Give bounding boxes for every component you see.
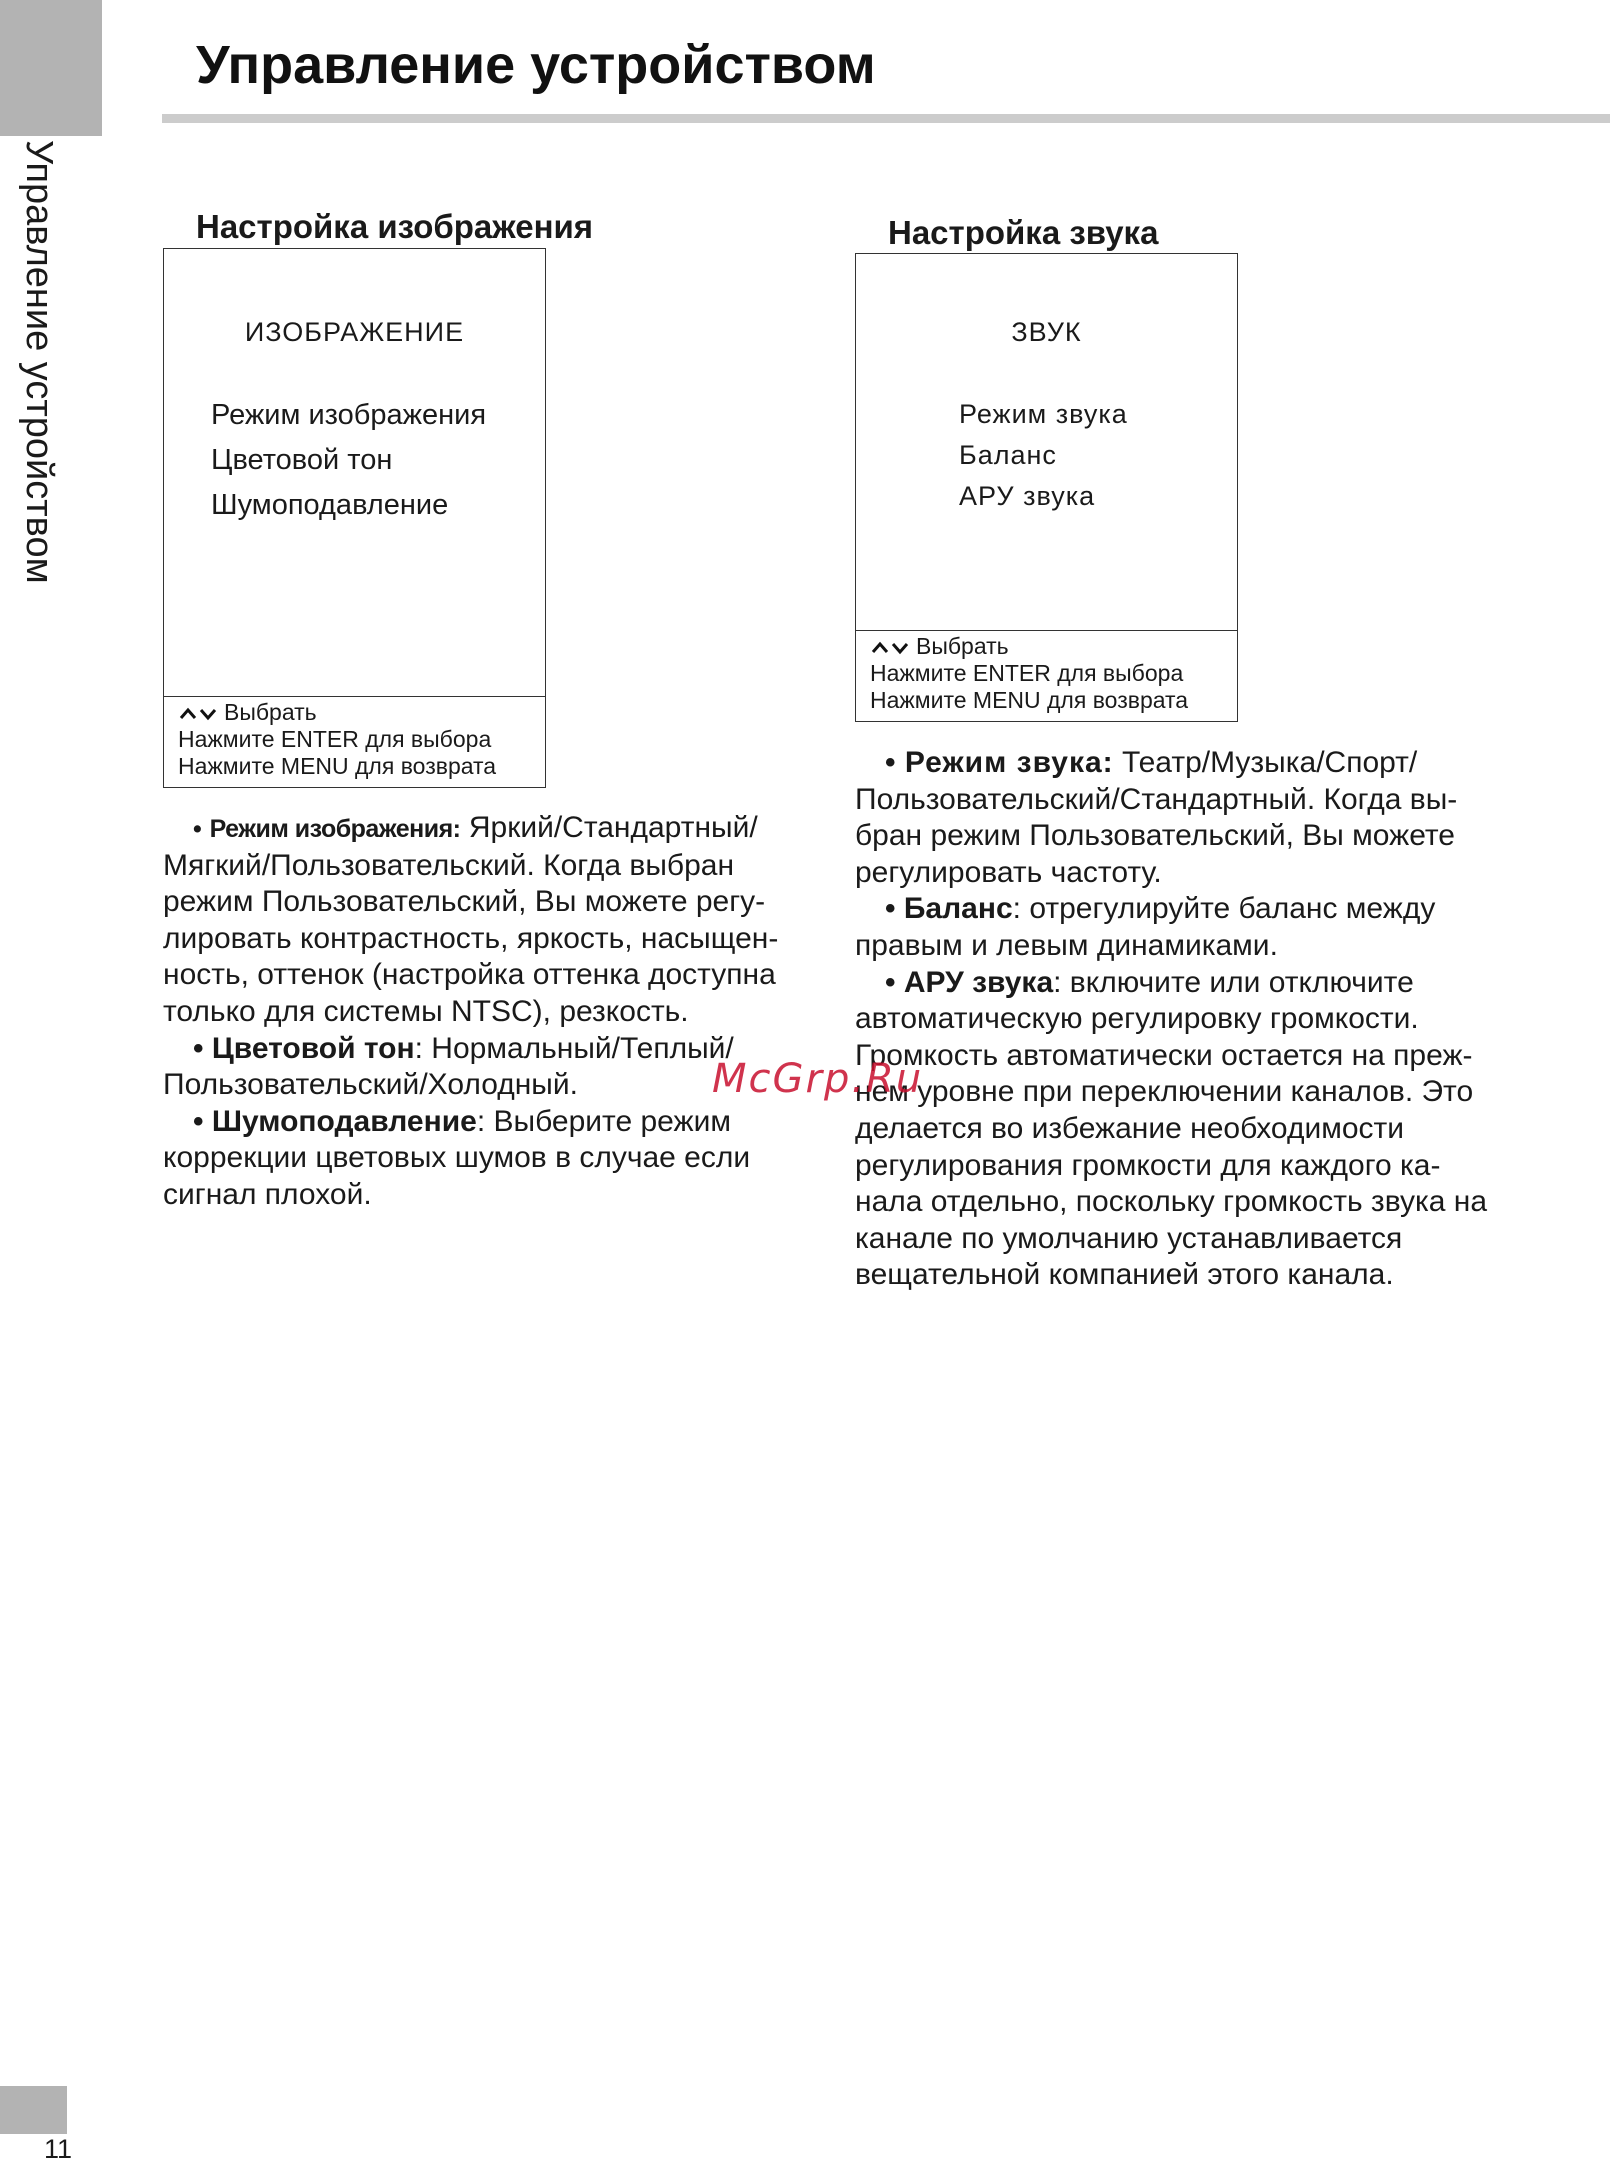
term-sound-mode: Режим звука: <box>904 746 1114 779</box>
bullet: • <box>193 815 202 843</box>
picture-menu-screen <box>163 248 546 788</box>
sound-menu-screen <box>855 253 1238 722</box>
up-down-arrows-icon <box>178 705 218 723</box>
term-balance: Баланс <box>903 892 1013 926</box>
menu-item-avc[interactable]: АРУ звука <box>959 481 1096 511</box>
menu-item-sound-mode[interactable]: Режим звука <box>959 399 1128 429</box>
noise-reduction-text: : Выберите режим коррекции цветовых шумов в случае если сигнал плохой. <box>163 1104 751 1211</box>
term-color-tone: Цветовой тон <box>211 1031 415 1065</box>
avc-paragraph <box>855 965 1505 1294</box>
picture-mode-text: Яркий/Стандартный/ Мягкий/Пользовательский. Когда выбран режим Пользовательский, Вы можете регу- лировать контрастность, яркость, насыщен- ность, оттенок (настройка оттенка доступна только для системы NTSC), резкость. <box>163 811 779 1028</box>
menu-back-hint: Нажмите MENU для возврата <box>870 687 1189 713</box>
term-picture-mode: Режим изображения: <box>209 815 461 843</box>
avc-text: : включите или отключите автоматическую регулировку громкости. Громкость автоматически остается на преж- нем уровне при переключении каналов. Это делается во избежание необходимости регулирования громкости для каждого ка- нала отдельно, поскольку громкость звука на канале по умолчанию устанавливается вещательной компанией этого канала. <box>855 965 1488 1292</box>
term-noise-reduction: Шумоподавление <box>211 1104 477 1138</box>
balance-text: : отрегулируйте баланс между правым и левым динамиками. <box>855 892 1436 962</box>
sound-mode-text: Театр/Музыка/Спорт/ Пользовательский/Стандартный. Когда вы- бран режим Пользовательский, Вы можете регулировать частоту. <box>855 746 1458 889</box>
noise-reduction-paragraph <box>163 1104 813 1214</box>
sound-menu-title: ЗВУК <box>1011 317 1082 347</box>
page-number-tab <box>0 2086 67 2134</box>
enter-hint: Нажмите ENTER для выбора <box>178 726 492 752</box>
up-down-arrows-icon <box>870 639 910 657</box>
side-tab-title: Управление устройством <box>18 140 60 584</box>
picture-settings-heading: Настройка изображения <box>196 208 594 245</box>
picture-menu-list <box>211 393 486 528</box>
page-number: 11 <box>44 2134 73 2164</box>
select-hint-label: Выбрать <box>916 633 1009 659</box>
bullet: • <box>885 746 897 779</box>
watermark: McGrp.Ru <box>712 1056 924 1102</box>
sound-settings-heading: Настройка звука <box>888 214 1159 251</box>
menu-item-noise-reduction[interactable]: Шумоподавление <box>211 489 449 521</box>
term-avc: АРУ звука <box>903 965 1054 999</box>
bullet: • <box>885 892 896 926</box>
sound-menu-hints <box>856 630 1237 721</box>
bullet: • <box>193 1031 204 1065</box>
select-hint <box>178 699 545 726</box>
menu-item-balance[interactable]: Баланс <box>959 440 1057 470</box>
bullet: • <box>885 965 896 999</box>
title-divider <box>162 114 1610 123</box>
balance-paragraph <box>855 891 1505 964</box>
picture-settings-description <box>163 810 813 1214</box>
select-hint <box>870 633 1237 660</box>
menu-back-hint: Нажмите MENU для возврата <box>178 753 497 779</box>
page-title: Управление устройством <box>196 35 876 95</box>
sound-mode-paragraph <box>855 745 1505 891</box>
side-tab-marker <box>0 0 102 136</box>
picture-menu-hints <box>164 696 545 787</box>
picture-mode-paragraph <box>163 810 813 1031</box>
sound-menu-list <box>959 394 1128 517</box>
bullet: • <box>193 1104 204 1138</box>
menu-item-color-tone[interactable]: Цветовой тон <box>211 444 393 476</box>
menu-item-picture-mode[interactable]: Режим изображения <box>211 399 487 431</box>
color-tone-text: : Нормальный/Теплый/ Пользовательский/Холодный. <box>163 1031 734 1102</box>
sound-settings-description <box>855 745 1505 1294</box>
select-hint-label: Выбрать <box>224 699 317 725</box>
enter-hint: Нажмите ENTER для выбора <box>870 660 1184 686</box>
picture-menu-title: ИЗОБРАЖЕНИЕ <box>244 317 465 347</box>
